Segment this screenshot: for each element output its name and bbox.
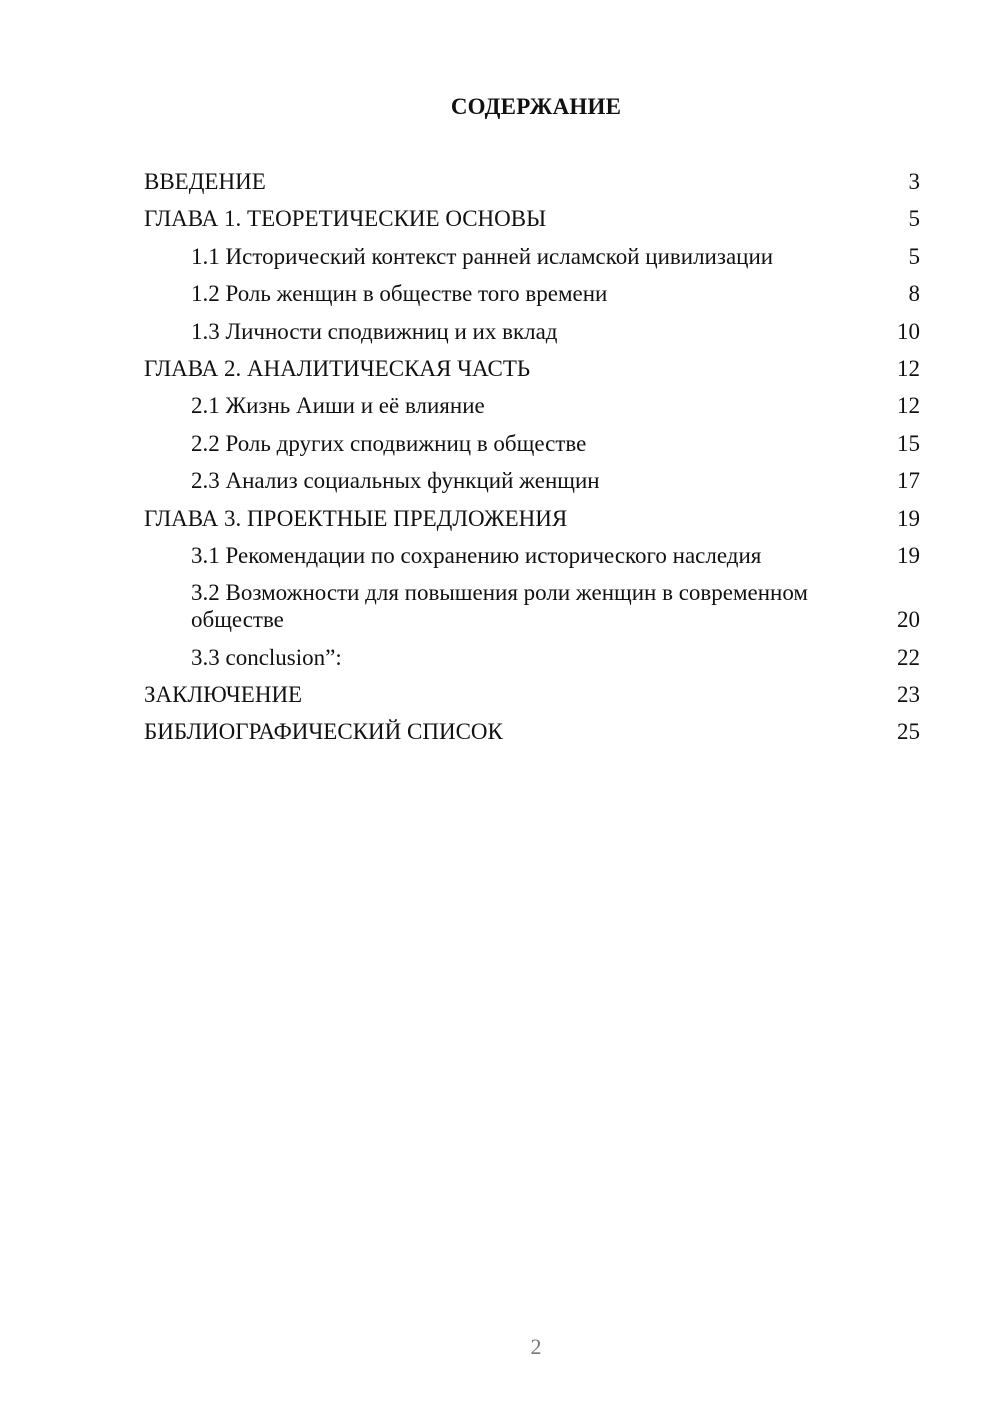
toc-item-section-2-3	[144, 467, 920, 494]
toc-page-number: 12	[897, 393, 920, 419]
toc-page-number: 17	[897, 468, 920, 494]
toc-page-number: 15	[897, 430, 920, 456]
toc-page-number: 25	[897, 719, 920, 745]
toc-label: ГЛАВА 2. АНАЛИТИЧЕСКАЯ ЧАСТЬ	[144, 355, 531, 381]
toc-item-chapter-3	[144, 505, 920, 532]
toc-page-number: 3	[908, 169, 920, 194]
toc-item-section-2-1	[144, 392, 920, 419]
toc-label: 3.1 Рекомендации по сохранению исторического наследия	[191, 542, 762, 568]
toc-label: ГЛАВА 3. ПРОЕКТНЫЕ ПРЕДЛОЖЕНИЯ	[144, 505, 568, 531]
toc-page-number: 19	[897, 542, 920, 568]
toc-page-number: 12	[897, 355, 920, 381]
toc-label: 1.2 Роль женщин в обществе того времени	[191, 281, 608, 307]
toc-page-number: 5	[908, 243, 920, 269]
toc-page-number: 5	[908, 206, 920, 232]
toc-item-section-3-2	[144, 579, 920, 633]
toc-page-number: 8	[908, 281, 920, 307]
toc-item-section-3-3	[144, 644, 920, 671]
toc-page-number: 23	[897, 682, 920, 708]
toc-item-section-2-2	[144, 430, 920, 457]
page-title: СОДЕРЖАНИЕ	[450, 94, 622, 119]
toc-item-conclusion	[144, 681, 920, 708]
toc-item-section-1-1	[144, 243, 920, 270]
toc-item-section-3-1	[144, 542, 920, 569]
toc-label: 1.3 Личности сподвижниц и их вклад	[191, 318, 558, 344]
toc-page-number: 22	[897, 644, 920, 670]
toc-label: ЗАКЛЮЧЕНИЕ	[144, 682, 303, 708]
toc-item-section-1-2	[144, 280, 920, 307]
table-of-contents	[144, 168, 920, 756]
toc-label: 2.1 Жизнь Аиши и её влияние	[191, 393, 485, 419]
toc-page-number: 20	[897, 607, 920, 633]
toc-page-number: 19	[897, 505, 920, 531]
toc-label: БИБЛИОГРАФИЧЕСКИЙ СПИСОК	[144, 719, 503, 745]
toc-label: 1.1 Исторический контекст ранней исламской цивилизации	[191, 243, 774, 269]
toc-label: ГЛАВА 1. ТЕОРЕТИЧЕСКИЕ ОСНОВЫ	[144, 206, 547, 232]
toc-item-introduction	[144, 168, 920, 195]
toc-label: 3.3 conclusion”:	[191, 644, 342, 670]
toc-item-bibliography	[144, 718, 920, 745]
toc-item-chapter-1	[144, 205, 920, 232]
toc-label: 2.3 Анализ социальных функций женщин	[191, 468, 600, 494]
toc-label: ВВЕДЕНИЕ	[144, 169, 266, 194]
page-number: 2	[530, 1334, 542, 1359]
toc-label: 2.2 Роль других сподвижниц в обществе	[191, 430, 587, 456]
toc-item-chapter-2	[144, 355, 920, 382]
toc-page-number: 10	[897, 318, 920, 344]
toc-label: 3.2 Возможности для повышения роли женщин в современном обществе	[191, 580, 808, 633]
toc-item-section-1-3	[144, 318, 920, 345]
